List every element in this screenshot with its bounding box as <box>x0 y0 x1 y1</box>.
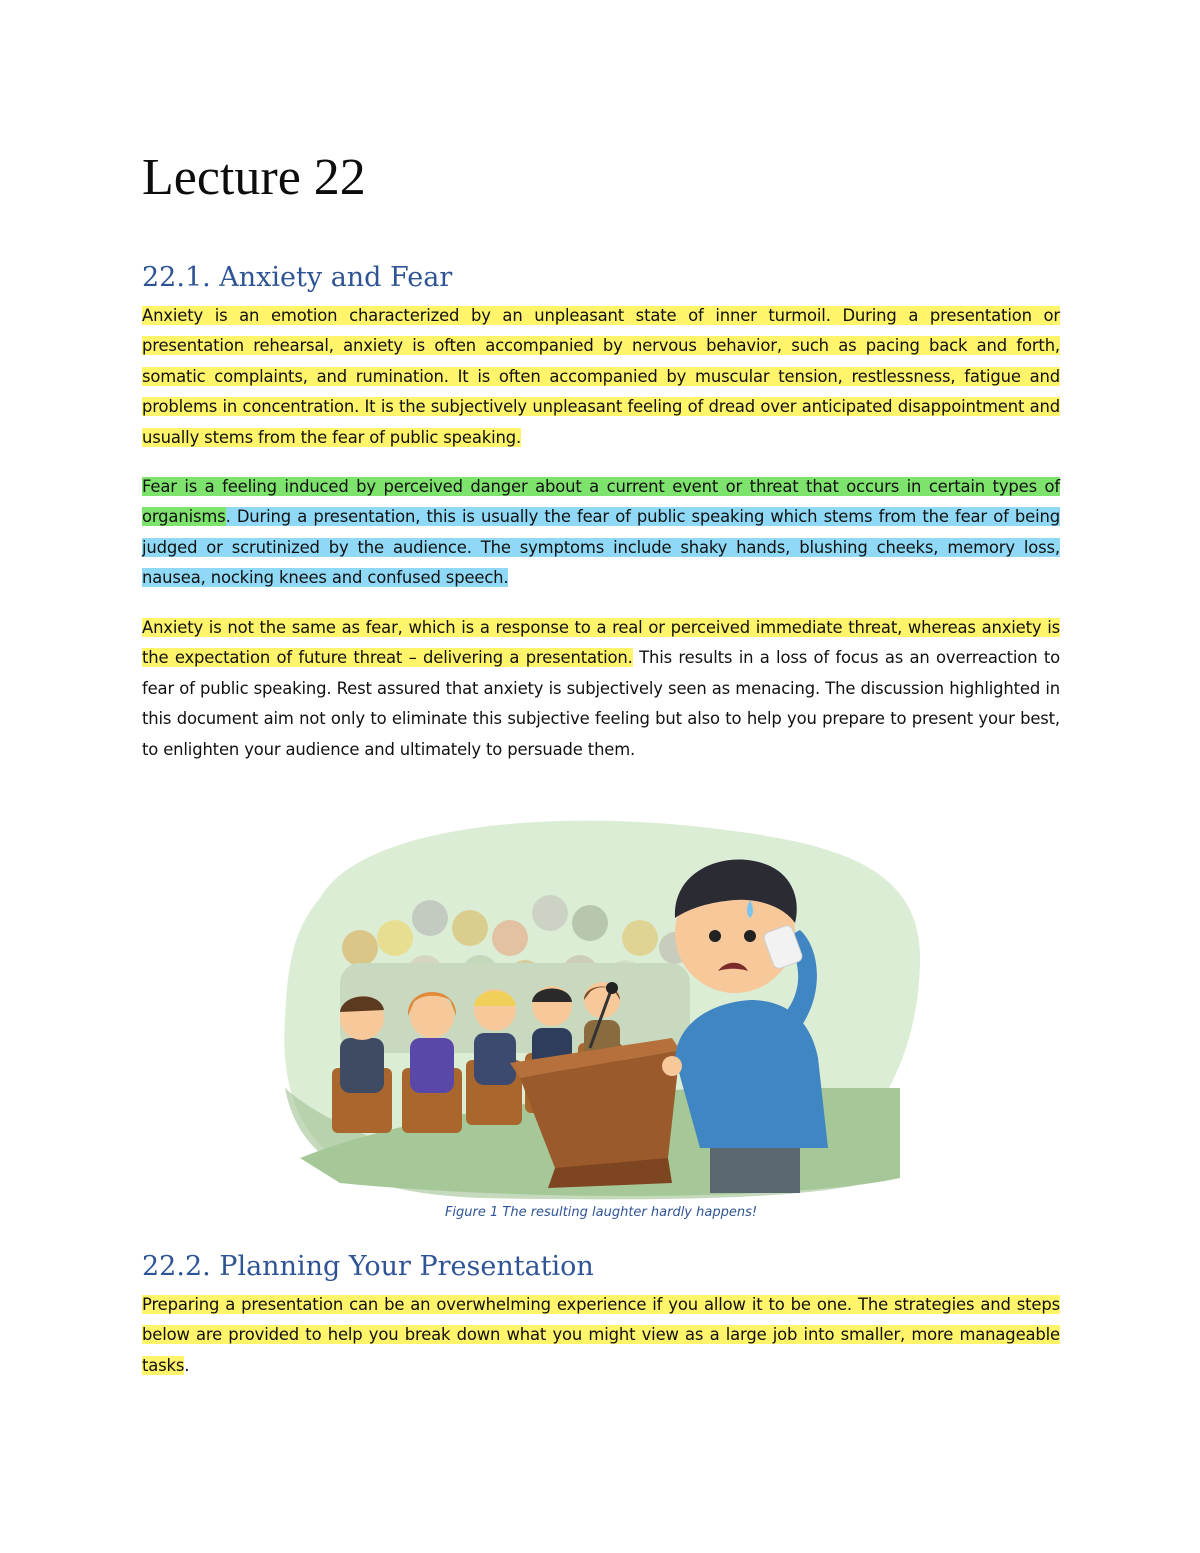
document-title: Lecture 22 <box>142 149 366 206</box>
figure-caption: Figure 1 The resulting laughter hardly happens! <box>444 1205 758 1220</box>
plain-text: This results in a loss of focus as an overreaction to fear of public speaking. Rest assured that anxiety is subjectively seen as menacing. The discussion highlighted in this document aim not only to eliminate this subjective feeling but also to help you prepare to present your best, to enlighten your audience and ultimately to persuade them. <box>142 648 1060 759</box>
highlighted-text: Fear is a feeling induced by perceived danger about a current event or threat that occurs in certain types of organisms <box>142 477 1060 527</box>
paragraph-anxiety-definition <box>142 301 1060 453</box>
nervous-speaker-illustration <box>280 788 926 1202</box>
paragraph-planning-intro <box>142 1290 1060 1381</box>
highlighted-text: . During a presentation, this is usually the fear of public speaking which stems from the fear of being judged or scrutinized by the audience. The symptoms include shaky hands, blushing cheeks, memory loss, nausea, nocking knees and confused speech. <box>142 507 1060 588</box>
paragraph-fear-definition <box>142 472 1060 594</box>
highlighted-text: Anxiety is an emotion characterized by an unpleasant state of inner turmoil. During a presentation or presentation rehearsal, anxiety is often accompanied by nervous behavior, such as pacing back and forth, somatic complaints, and rumination. It is often accompanied by muscular tension, restlessness, fatigue and problems in concentration. It is the subjectively unpleasant feeling of dread over anticipated disappointment and usually stems from the fear of public speaking. <box>142 306 1060 447</box>
figure-illustration <box>280 788 926 1202</box>
paragraph-anxiety-vs-fear <box>142 613 1060 765</box>
section-heading-anxiety-and-fear: 22.1. Anxiety and Fear <box>142 262 453 293</box>
section-heading-planning-your-presentation: 22.2. Planning Your Presentation <box>142 1251 594 1282</box>
highlighted-text: Preparing a presentation can be an overwhelming experience if you allow it to be one. The strategies and steps below are provided to help you break down what you might view as a large job into smaller, more manageable tasks <box>142 1295 1060 1375</box>
highlighted-text: Anxiety is not the same as fear, which is a response to a real or perceived immediate threat, whereas anxiety is the expectation of future threat – delivering a presentation. <box>142 618 1060 668</box>
plain-text: . <box>184 1355 190 1375</box>
